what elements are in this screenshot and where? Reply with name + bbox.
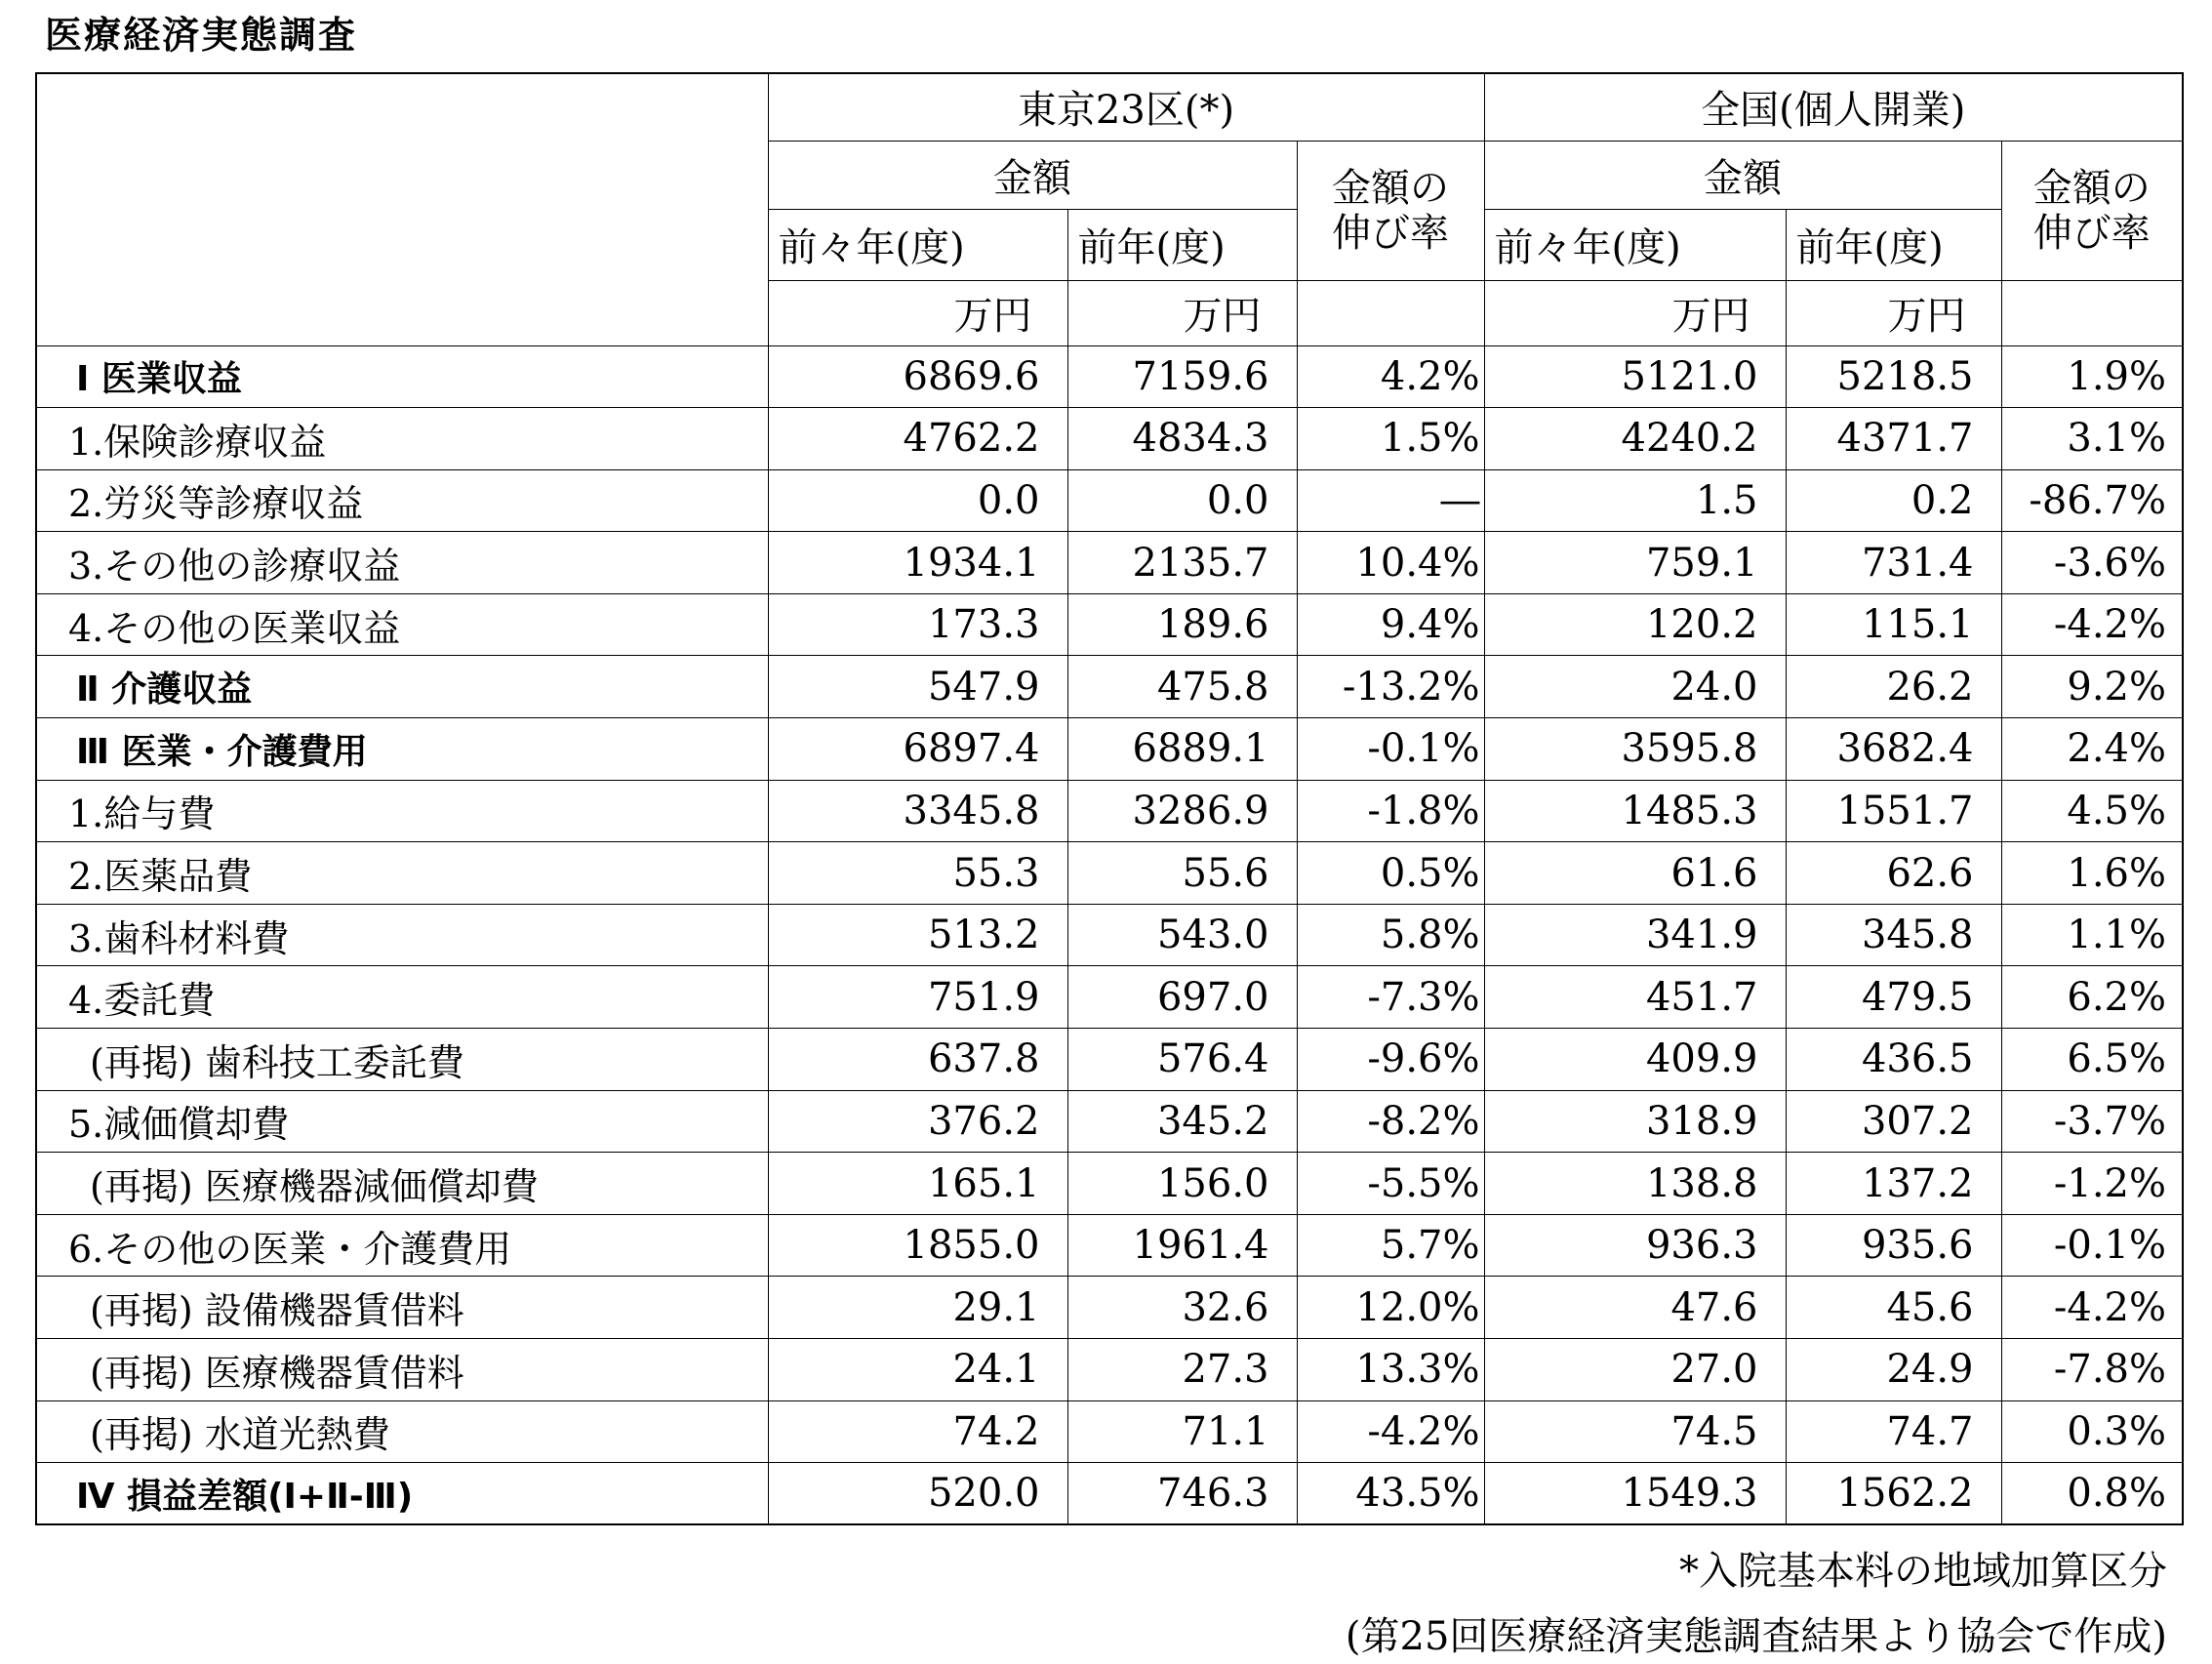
- tokyo-prev1-header: 前年(度): [1067, 209, 1297, 280]
- cell-n-rate: 9.2%: [2001, 656, 2183, 718]
- cell-n-prev1: 137.2: [1786, 1153, 2001, 1215]
- table-row: [36, 966, 2183, 1029]
- cell-t-prev2: 29.1: [768, 1277, 1067, 1339]
- cell-n-prev2: 74.5: [1484, 1400, 1786, 1463]
- cell-t-prev1: 6889.1: [1067, 718, 1297, 781]
- cell-n-rate: -7.8%: [2001, 1339, 2183, 1401]
- cell-n-prev2: 936.3: [1484, 1214, 1786, 1277]
- cell-t-prev1: 189.6: [1067, 593, 1297, 656]
- table-row: [36, 469, 2183, 532]
- cell-n-rate: -86.7%: [2001, 469, 2183, 532]
- cell-t-rate: -5.5%: [1297, 1153, 1484, 1215]
- cell-t-prev1: 32.6: [1067, 1277, 1297, 1339]
- cell-n-prev2: 4240.2: [1484, 408, 1786, 470]
- cell-t-rate: 10.4%: [1297, 532, 1484, 594]
- cell-t-prev1: 4834.3: [1067, 408, 1297, 470]
- tokyo-growth-header: [1297, 141, 1484, 280]
- cell-t-prev2: 0.0: [768, 469, 1067, 532]
- row-label: Ⅰ 医業収益: [36, 345, 768, 408]
- cell-t-rate: 13.3%: [1297, 1339, 1484, 1401]
- cell-t-prev1: 543.0: [1067, 904, 1297, 966]
- cell-n-rate: -0.1%: [2001, 1214, 2183, 1277]
- cell-n-prev1: 345.8: [1786, 904, 2001, 966]
- row-label: (再掲) 水道光熱費: [36, 1400, 768, 1463]
- national-rate-unit: [2001, 280, 2183, 345]
- cell-n-prev2: 1.5: [1484, 469, 1786, 532]
- tokyo-header: 東京23区(*): [768, 73, 1484, 141]
- cell-n-prev2: 61.6: [1484, 842, 1786, 905]
- cell-t-prev2: 547.9: [768, 656, 1067, 718]
- cell-t-rate: 5.8%: [1297, 904, 1484, 966]
- tokyo-prev2-unit: 万円: [768, 280, 1067, 345]
- cell-n-prev2: 1485.3: [1484, 780, 1786, 842]
- cell-t-prev2: 165.1: [768, 1153, 1067, 1215]
- row-label: Ⅳ 損益差額(Ⅰ+Ⅱ-Ⅲ): [36, 1463, 768, 1525]
- cell-t-prev1: 1961.4: [1067, 1214, 1297, 1277]
- row-label: (再掲) 歯科技工委託費: [36, 1029, 768, 1091]
- growth-label-line1: 金額の: [1332, 165, 1449, 211]
- footnote-region: *入院基本料の地域加算区分: [1679, 1549, 2167, 1594]
- cell-t-rate: 43.5%: [1297, 1463, 1484, 1525]
- cell-t-prev1: 746.3: [1067, 1463, 1297, 1525]
- cell-n-prev1: 26.2: [1786, 656, 2001, 718]
- cell-t-prev2: 55.3: [768, 842, 1067, 905]
- table-body: [36, 345, 2183, 1524]
- row-label: (再掲) 医療機器賃借料: [36, 1339, 768, 1401]
- cell-n-prev1: 45.6: [1786, 1277, 2001, 1339]
- cell-t-prev2: 751.9: [768, 966, 1067, 1029]
- row-label: 3.その他の診療収益: [36, 532, 768, 594]
- cell-t-rate: 5.7%: [1297, 1214, 1484, 1277]
- table-row: [36, 1090, 2183, 1153]
- cell-n-rate: -3.6%: [2001, 532, 2183, 594]
- row-label: 3.歯科材料費: [36, 904, 768, 966]
- cell-n-rate: 1.9%: [2001, 345, 2183, 408]
- cell-n-prev1: 479.5: [1786, 966, 2001, 1029]
- cell-t-prev2: 3345.8: [768, 780, 1067, 842]
- row-label: 1.給与費: [36, 780, 768, 842]
- cell-t-rate: -8.2%: [1297, 1090, 1484, 1153]
- cell-t-prev1: 2135.7: [1067, 532, 1297, 594]
- header-blank-cell: [36, 73, 768, 345]
- row-label: (再掲) 医療機器減価償却費: [36, 1153, 768, 1215]
- cell-t-prev1: 27.3: [1067, 1339, 1297, 1401]
- cell-n-prev1: 5218.5: [1786, 345, 2001, 408]
- cell-n-prev1: 1562.2: [1786, 1463, 2001, 1525]
- row-label: (再掲) 設備機器賃借料: [36, 1277, 768, 1339]
- cell-t-prev1: 7159.6: [1067, 345, 1297, 408]
- table-row: [36, 780, 2183, 842]
- cell-t-rate: -13.2%: [1297, 656, 1484, 718]
- cell-n-prev2: 24.0: [1484, 656, 1786, 718]
- cell-n-rate: -1.2%: [2001, 1153, 2183, 1215]
- cell-t-rate: 1.5%: [1297, 408, 1484, 470]
- cell-n-prev2: 759.1: [1484, 532, 1786, 594]
- cell-n-prev2: 341.9: [1484, 904, 1786, 966]
- cell-t-prev2: 637.8: [768, 1029, 1067, 1091]
- header-row-region: [36, 73, 2183, 141]
- cell-n-prev1: 115.1: [1786, 593, 2001, 656]
- cell-n-prev1: 24.9: [1786, 1339, 2001, 1401]
- cell-n-prev2: 318.9: [1484, 1090, 1786, 1153]
- row-label: 1.保険診療収益: [36, 408, 768, 470]
- table-row: [36, 345, 2183, 408]
- page-title: 医療経済実態調査: [45, 14, 358, 57]
- row-label: 4.その他の医業収益: [36, 593, 768, 656]
- table-row: [36, 1463, 2183, 1525]
- cell-t-prev1: 3286.9: [1067, 780, 1297, 842]
- table-row: [36, 1339, 2183, 1401]
- cell-n-prev1: 1551.7: [1786, 780, 2001, 842]
- national-prev1-unit: 万円: [1786, 280, 2001, 345]
- row-label: Ⅲ 医業・介護費用: [36, 718, 768, 781]
- tokyo-prev2-header: 前々年(度): [768, 209, 1067, 280]
- cell-t-prev2: 1855.0: [768, 1214, 1067, 1277]
- cell-n-prev1: 307.2: [1786, 1090, 2001, 1153]
- cell-t-prev1: 475.8: [1067, 656, 1297, 718]
- cell-t-rate: 4.2%: [1297, 345, 1484, 408]
- table-row: [36, 1400, 2183, 1463]
- table-row: [36, 1029, 2183, 1091]
- table-row: [36, 842, 2183, 905]
- row-label: 4.委託費: [36, 966, 768, 1029]
- cell-n-prev2: 27.0: [1484, 1339, 1786, 1401]
- cell-t-rate: -4.2%: [1297, 1400, 1484, 1463]
- cell-n-prev2: 409.9: [1484, 1029, 1786, 1091]
- row-label: 5.減価償却費: [36, 1090, 768, 1153]
- table-row: [36, 532, 2183, 594]
- national-amount-header: 金額: [1484, 141, 2001, 209]
- cell-n-rate: 0.8%: [2001, 1463, 2183, 1525]
- cell-n-prev2: 3595.8: [1484, 718, 1786, 781]
- growth-label-line1: 金額の: [2032, 165, 2151, 211]
- row-label: 6.その他の医業・介護費用: [36, 1214, 768, 1277]
- growth-label-line2: 伸び率: [1332, 210, 1449, 256]
- tokyo-rate-unit: [1297, 280, 1484, 345]
- row-label: Ⅱ 介護収益: [36, 656, 768, 718]
- cell-t-prev2: 6869.6: [768, 345, 1067, 408]
- cell-n-prev2: 1549.3: [1484, 1463, 1786, 1525]
- cell-t-prev2: 520.0: [768, 1463, 1067, 1525]
- cell-t-prev2: 74.2: [768, 1400, 1067, 1463]
- table-row: [36, 1214, 2183, 1277]
- cell-t-prev2: 1934.1: [768, 532, 1067, 594]
- cell-n-prev2: 451.7: [1484, 966, 1786, 1029]
- cell-n-prev1: 74.7: [1786, 1400, 2001, 1463]
- cell-n-rate: -3.7%: [2001, 1090, 2183, 1153]
- cell-t-prev1: 576.4: [1067, 1029, 1297, 1091]
- cell-t-rate: 0.5%: [1297, 842, 1484, 905]
- cell-n-rate: -4.2%: [2001, 1277, 2183, 1339]
- cell-n-rate: 6.5%: [2001, 1029, 2183, 1091]
- cell-n-prev1: 4371.7: [1786, 408, 2001, 470]
- cell-n-prev1: 3682.4: [1786, 718, 2001, 781]
- table-row: [36, 593, 2183, 656]
- cell-n-rate: 1.6%: [2001, 842, 2183, 905]
- cell-n-prev2: 47.6: [1484, 1277, 1786, 1339]
- table-row: [36, 1153, 2183, 1215]
- table-row: [36, 718, 2183, 781]
- footnote-source: (第25回医療経済実態調査結果より協会で作成): [1345, 1614, 2167, 1659]
- national-prev2-header: 前々年(度): [1484, 209, 1786, 280]
- cell-n-rate: 2.4%: [2001, 718, 2183, 781]
- cell-n-rate: 4.5%: [2001, 780, 2183, 842]
- national-prev2-unit: 万円: [1484, 280, 1786, 345]
- cell-t-prev1: 697.0: [1067, 966, 1297, 1029]
- cell-n-prev1: 62.6: [1786, 842, 2001, 905]
- cell-n-prev1: 0.2: [1786, 469, 2001, 532]
- cell-n-rate: 3.1%: [2001, 408, 2183, 470]
- cell-t-prev1: 345.2: [1067, 1090, 1297, 1153]
- cell-t-prev1: 71.1: [1067, 1400, 1297, 1463]
- cell-t-prev1: 0.0: [1067, 469, 1297, 532]
- cell-n-rate: 1.1%: [2001, 904, 2183, 966]
- table-row: [36, 408, 2183, 470]
- national-growth-header: [2001, 141, 2183, 280]
- cell-n-rate: 0.3%: [2001, 1400, 2183, 1463]
- cell-t-rate: 9.4%: [1297, 593, 1484, 656]
- cell-t-rate: -0.1%: [1297, 718, 1484, 781]
- cell-t-rate: -7.3%: [1297, 966, 1484, 1029]
- cell-t-rate: ―: [1297, 469, 1484, 532]
- row-label: 2.労災等診療収益: [36, 469, 768, 532]
- cell-t-prev2: 24.1: [768, 1339, 1067, 1401]
- cell-t-prev2: 4762.2: [768, 408, 1067, 470]
- tokyo-prev1-unit: 万円: [1067, 280, 1297, 345]
- cell-n-rate: 6.2%: [2001, 966, 2183, 1029]
- national-prev1-header: 前年(度): [1786, 209, 2001, 280]
- national-header: 全国(個人開業): [1484, 73, 2183, 141]
- cell-t-rate: -1.8%: [1297, 780, 1484, 842]
- table-row: [36, 656, 2183, 718]
- row-label: 2.医薬品費: [36, 842, 768, 905]
- table-row: [36, 904, 2183, 966]
- cell-t-prev2: 513.2: [768, 904, 1067, 966]
- cell-t-prev2: 376.2: [768, 1090, 1067, 1153]
- cell-n-prev1: 731.4: [1786, 532, 2001, 594]
- cell-t-prev1: 156.0: [1067, 1153, 1297, 1215]
- tokyo-amount-header: 金額: [768, 141, 1297, 209]
- growth-label-line2: 伸び率: [2032, 210, 2151, 256]
- cell-t-prev2: 173.3: [768, 593, 1067, 656]
- table-row: [36, 1277, 2183, 1339]
- cell-n-prev1: 436.5: [1786, 1029, 2001, 1091]
- cell-t-rate: -9.6%: [1297, 1029, 1484, 1091]
- cell-n-rate: -4.2%: [2001, 593, 2183, 656]
- cell-t-prev2: 6897.4: [768, 718, 1067, 781]
- cell-t-prev1: 55.6: [1067, 842, 1297, 905]
- cell-n-prev2: 5121.0: [1484, 345, 1786, 408]
- cell-n-prev2: 138.8: [1484, 1153, 1786, 1215]
- cell-t-rate: 12.0%: [1297, 1277, 1484, 1339]
- cell-n-prev2: 120.2: [1484, 593, 1786, 656]
- cell-n-prev1: 935.6: [1786, 1214, 2001, 1277]
- survey-table: [35, 72, 2184, 1525]
